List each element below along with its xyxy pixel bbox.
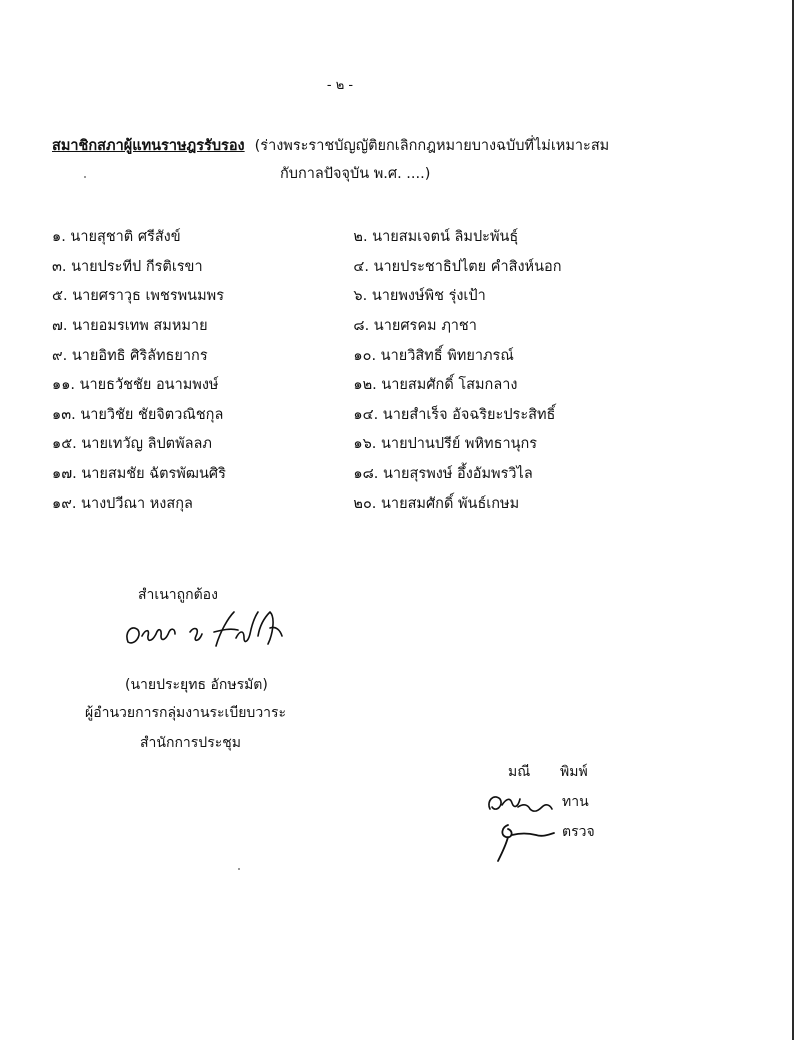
member-name: ๑๔. นายสำเร็จ อัจฉริยะประสิทธิ์ [353, 406, 556, 423]
typist-block [480, 757, 640, 867]
scan-speck [238, 868, 240, 870]
member-row [52, 400, 612, 430]
member-row [52, 281, 612, 311]
member-row [52, 429, 612, 459]
member-row [52, 459, 612, 489]
heading-description-line2: กับกาลปัจจุบัน พ.ศ. ....) [280, 166, 431, 182]
member-row [52, 370, 612, 400]
page-number: - ๒ - [326, 78, 354, 93]
checker-initials [490, 817, 562, 863]
member-name: ๑๖. นายปานปรีย์ พหิทธานุกร [353, 436, 538, 453]
member-name: ๒. นายสมเจตน์ ลิมปะพันธุ์ [353, 229, 519, 246]
member-row [52, 222, 612, 252]
member-row [52, 252, 612, 282]
member-name: ๑๑. นายธวัชชัย อนามพงษ์ [52, 377, 219, 394]
member-row [52, 340, 612, 370]
signer-position: ผู้อำนวยการกลุ่มงานระเบียบวาระ [85, 705, 287, 721]
member-row [52, 488, 612, 518]
member-name: ๑. นายสุชาติ ศรีสังข์ [52, 229, 181, 246]
checked-label: ตรวจ [562, 824, 595, 840]
typist-role: พิมพ์ [560, 764, 588, 780]
member-list [52, 222, 612, 518]
page-edge-line [792, 0, 794, 1040]
proofread-label: ทาน [562, 794, 589, 810]
member-name: ๘. นายศรคม ฦาชา [353, 318, 477, 335]
member-name: ๑๐. นายวิสิทธิ์ พิทยาภรณ์ [353, 347, 514, 364]
heading-description-line1: (ร่างพระราชบัญญัติยกเลิกกฎหมายบางฉบับที่ไม่เหมาะสม [254, 138, 610, 154]
member-name: ๔. นายประชาธิปไตย คำสิงห์นอก [353, 258, 562, 275]
heading [52, 132, 672, 188]
proofreader-initials [482, 785, 562, 819]
member-name: ๑๙. นางปวีณา หงสกุล [52, 495, 193, 512]
member-name: ๑๗. นายสมชัย ฉัตรพัฒนศิริ [52, 466, 226, 483]
member-name: ๒๐. นายสมศักดิ์ พันธ์เกษม [353, 495, 520, 512]
member-name: ๑๒. นายสมศักดิ์ โสมกลาง [353, 377, 518, 394]
member-name: ๓. นายประทีป กีรติเรขา [52, 258, 203, 275]
heading-title: สมาชิกสภาผู้แทนราษฎรรับรอง [52, 138, 245, 154]
signer-name: (นายประยุทธ อักษรมัต) [125, 677, 268, 693]
signer-office: สำนักการประชุม [140, 735, 241, 751]
member-row [52, 311, 612, 341]
member-name: ๖. นายพงษ์พิช รุ่งเป้า [353, 288, 486, 305]
member-name: ๑๘. นายสุรพงษ์ อึ้งอัมพรวิไล [353, 466, 533, 483]
member-name: ๑๓. นายวิชัย ชัยจิตวณิชกุล [52, 406, 224, 423]
member-name: ๙. นายอิทธิ ศิริลัทธยากร [52, 347, 208, 364]
scan-speck [84, 176, 86, 178]
member-name: ๗. นายอมรเทพ สมหมาย [52, 318, 208, 335]
certification-label: สำเนาถูกต้อง [138, 587, 218, 603]
member-name: ๕. นายศราวุธ เพชรพนมพร [52, 288, 224, 305]
member-name: ๑๕. นายเทวัญ ลิปตพัลลภ [52, 436, 212, 453]
typist-name: มณี [508, 764, 531, 780]
signature [120, 602, 290, 656]
